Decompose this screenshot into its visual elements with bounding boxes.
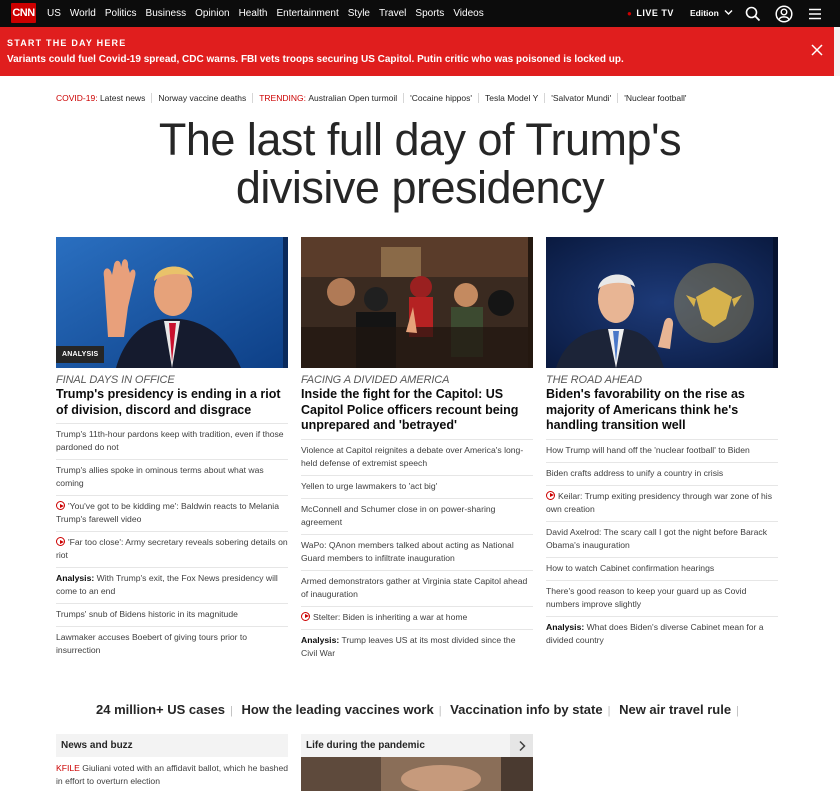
list-item[interactable]: [546, 486, 778, 522]
divider: |: [438, 705, 442, 717]
story-column-1: [56, 237, 288, 662]
list-item[interactable]: [301, 571, 533, 607]
menu-icon[interactable]: [806, 5, 824, 23]
list-item[interactable]: [56, 460, 288, 496]
link-text: Keilar: Trump exiting presidency through war zone of his own creation: [546, 490, 772, 514]
capitol-photo[interactable]: [301, 237, 533, 368]
trending-link-cocaine-hippos[interactable]: 'Cocaine hippos': [410, 93, 473, 103]
close-icon[interactable]: [809, 42, 825, 58]
story-kicker[interactable]: THE ROAD AHEAD: [546, 374, 642, 386]
link-text: WaPo: QAnon members talked about acting as National Guard members to infiltrate inauguration: [301, 539, 514, 563]
list-item[interactable]: [546, 440, 778, 463]
story-title[interactable]: Trump's presidency is ending in a riot of division, discord and disgrace: [56, 387, 288, 424]
list-item[interactable]: [301, 476, 533, 499]
list-item[interactable]: [301, 630, 533, 665]
story-title[interactable]: Biden's favorability on the rise as majority of Americans think he's handling transition well: [546, 387, 778, 440]
buzz-item[interactable]: [56, 762, 291, 787]
divider: [617, 93, 618, 103]
list-item[interactable]: [56, 604, 288, 627]
list-item[interactable]: [301, 499, 533, 535]
trending-link-australian-open[interactable]: Australian Open turmoil: [308, 93, 398, 103]
chevron-down-icon: [724, 9, 733, 16]
pandemic-photo[interactable]: [301, 757, 533, 791]
link-text: Trump's allies spoke in ominous terms about what was coming: [56, 465, 264, 488]
link-text: Trumps' snub of Bidens historic in its magnitude: [56, 609, 238, 619]
story-title[interactable]: Inside the fight for the Capitol: US Capitol Police officers recount being unprepared and 'betrayed': [301, 387, 533, 440]
divider: |: [230, 705, 233, 717]
live-dot-icon: ●: [627, 9, 633, 18]
divider: |: [736, 705, 739, 717]
topic-links: [0, 702, 840, 717]
main-headline[interactable]: The last full day of Trump's divisive presidency: [158, 114, 682, 213]
cnn-logo[interactable]: CNN: [11, 3, 36, 23]
story-column-3: [546, 237, 778, 652]
trending-link-nuclear-football[interactable]: 'Nuclear football': [624, 93, 687, 103]
divider: [544, 93, 545, 103]
link-text: Violence at Capitol reignites a debate over America's long-held defense of extremist speech: [301, 444, 524, 468]
list-item[interactable]: [546, 581, 778, 617]
divider: |: [607, 705, 611, 717]
link-text: There's good reason to keep your guard up as Covid numbers improve slightly: [546, 585, 747, 609]
nav-link-travel[interactable]: Travel: [378, 8, 407, 19]
next-button[interactable]: [510, 734, 533, 757]
banner-text[interactable]: Variants could fuel Covid-19 spread, CDC warns. FBI vets troops securing US Capitol. Putin critic who was poisoned is locked up.: [7, 54, 624, 65]
nav-link-style[interactable]: Style: [347, 8, 370, 19]
play-icon: [546, 491, 555, 500]
link-text: Yellen to urge lawmakers to 'act big': [301, 480, 438, 491]
list-item[interactable]: [546, 617, 778, 652]
live-tv-link[interactable]: [627, 8, 674, 18]
topic-link-vaccination-info[interactable]: Vaccination info by state: [450, 702, 603, 717]
link-text: 'Far too close': Army secretary reveals sobering details on riot: [56, 537, 288, 560]
list-item[interactable]: [56, 568, 288, 604]
related-links: [56, 424, 288, 662]
nav-link-politics[interactable]: Politics: [104, 8, 137, 19]
account-icon[interactable]: [775, 5, 793, 23]
trump-photo[interactable]: [56, 237, 288, 368]
link-text: What does Biden's diverse Cabinet mean for a divided country: [546, 621, 764, 645]
trending-link-tesla[interactable]: Tesla Model Y: [485, 93, 539, 103]
covid-label: COVID-19:: [56, 93, 98, 103]
nav-links: [47, 0, 493, 27]
link-text: Trump leaves US at its most divided since the Civil War: [301, 634, 516, 658]
topic-link-vaccines[interactable]: How the leading vaccines work: [241, 702, 434, 717]
divider: [252, 93, 253, 103]
nav-link-entertainment[interactable]: Entertainment: [276, 8, 339, 19]
nav-link-business[interactable]: Business: [145, 8, 187, 19]
divider: [151, 93, 152, 103]
link-text: How to watch Cabinet confirmation hearings: [546, 562, 715, 573]
list-item[interactable]: [301, 535, 533, 571]
analysis-label: Analysis:: [546, 621, 585, 632]
divider: [478, 93, 479, 103]
topic-link-air-travel[interactable]: New air travel rule: [619, 702, 732, 717]
link-text: Armed demonstrators gather at Virginia state Capitol ahead of inauguration: [301, 575, 528, 599]
link-text: Lawmaker accuses Boebert of giving tours prior to insurrection: [56, 632, 248, 655]
list-item[interactable]: [56, 496, 288, 532]
list-item[interactable]: [301, 440, 533, 476]
live-tv-label: LIVE TV: [636, 8, 674, 18]
link-text: David Axelrod: The scary call I got the night before Barack Obama's inauguration: [546, 526, 768, 550]
edition-label: Edition: [690, 8, 719, 18]
analysis-label: Analysis:: [56, 573, 95, 583]
related-links: [301, 440, 533, 665]
related-links: [546, 440, 778, 652]
list-item[interactable]: [56, 424, 288, 460]
nav-link-world[interactable]: World: [69, 8, 96, 19]
edition-selector[interactable]: [690, 8, 733, 18]
analysis-label: Analysis:: [301, 634, 340, 645]
search-icon[interactable]: [744, 5, 762, 23]
nav-link-us[interactable]: US: [47, 8, 61, 19]
list-item[interactable]: [56, 532, 288, 568]
trending-label: TRENDING:: [259, 93, 306, 103]
list-item[interactable]: [546, 558, 778, 581]
banner-kicker: START THE DAY HERE: [7, 38, 127, 48]
link-text: How Trump will hand off the 'nuclear football' to Biden: [546, 444, 750, 455]
chevron-right-icon: [518, 740, 526, 752]
topic-link-us-cases[interactable]: 24 million+ US cases: [96, 702, 226, 717]
section-header-pandemic[interactable]: [301, 734, 533, 757]
story-kicker[interactable]: FINAL DAYS IN OFFICE: [56, 374, 175, 386]
link-text: 'You've got to be kidding me': Baldwin reacts to Melania Trump's farewell video: [56, 501, 279, 524]
section-title: News and buzz: [61, 740, 133, 751]
analysis-badge: ANALYSIS: [56, 346, 104, 363]
nav-link-opinion[interactable]: Opinion: [195, 8, 230, 19]
play-icon: [301, 612, 310, 621]
divider: [403, 93, 404, 103]
list-item[interactable]: [301, 607, 533, 630]
play-icon: [56, 537, 65, 546]
section-header-news-buzz[interactable]: [56, 734, 288, 757]
nav-link-videos[interactable]: Videos: [453, 8, 484, 19]
story-kicker[interactable]: FACING A DIVIDED AMERICA: [301, 374, 450, 386]
nav-link-health[interactable]: Health: [238, 8, 268, 19]
link-text: McConnell and Schumer close in on power-sharing agreement: [301, 503, 496, 527]
link-text: Stelter: Biden is inheriting a war at home: [313, 611, 468, 622]
list-item[interactable]: [546, 463, 778, 486]
biden-photo[interactable]: [546, 237, 778, 368]
trending-bar: [56, 91, 687, 105]
breaking-banner[interactable]: [0, 27, 834, 76]
section-title: Life during the pandemic: [306, 740, 425, 751]
trending-link-salvator-mundi[interactable]: 'Salvator Mundi': [551, 93, 612, 103]
top-nav: [0, 0, 840, 27]
link-text: Trump's 11th-hour pardons keep with tradition, even if those pardoned do not: [56, 429, 284, 452]
trending-link-norway[interactable]: Norway vaccine deaths: [158, 93, 247, 103]
buzz-tag: KFILE: [56, 763, 80, 773]
buzz-text: Giuliani voted with an affidavit ballot, which he bashed in effort to overturn election: [56, 763, 289, 786]
list-item[interactable]: [546, 522, 778, 558]
list-item[interactable]: [56, 627, 288, 662]
scroll-gutter: [834, 27, 840, 76]
link-text: Biden crafts address to unify a country in crisis: [546, 467, 724, 478]
nav-link-sports[interactable]: Sports: [415, 8, 445, 19]
play-icon: [56, 501, 65, 510]
story-column-2: [301, 237, 533, 665]
trending-link-latest-news[interactable]: Latest news: [99, 93, 146, 103]
link-text: With Trump's exit, the Fox News presidency will come to an end: [56, 573, 278, 596]
